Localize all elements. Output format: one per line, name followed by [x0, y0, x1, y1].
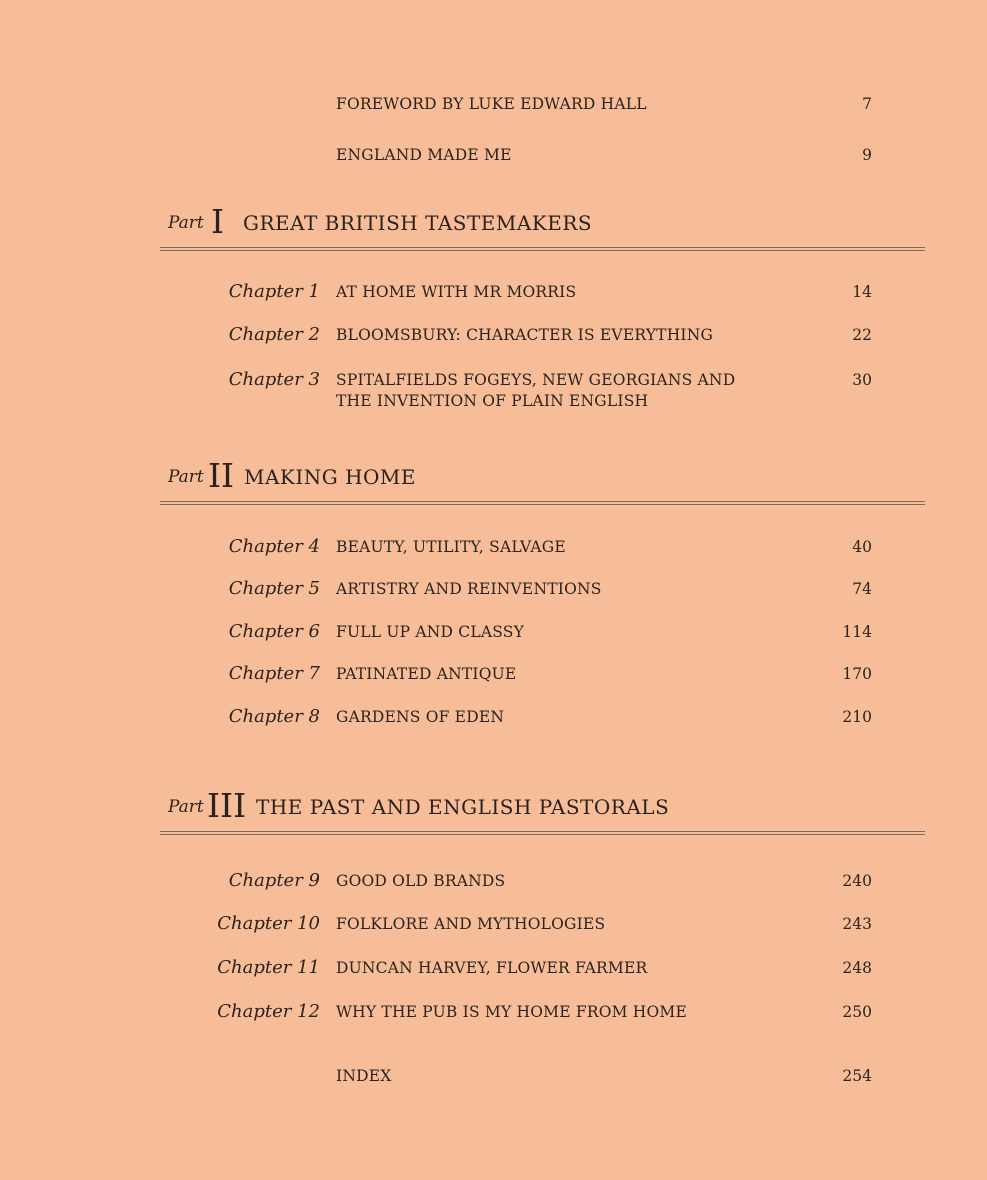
part-numeral: III [207, 786, 247, 825]
toc-entry-introduction[interactable] [0, 143, 987, 167]
chapter-number: Chapter 11 [217, 957, 320, 978]
entry-title: PATINATED ANTIQUE [336, 665, 517, 683]
part-title: GREAT BRITISH TASTEMAKERS [243, 211, 593, 235]
chapter-number: Chapter 9 [228, 870, 320, 891]
entry-title: DUNCAN HARVEY, FLOWER FARMER [336, 959, 648, 977]
entry-page-number: 243 [842, 915, 872, 933]
toc-entry-chapter-2[interactable] [0, 323, 987, 347]
entry-page-number: 14 [852, 283, 872, 301]
chapter-number: Chapter 4 [228, 536, 320, 557]
entry-title: FOLKLORE AND MYTHOLOGIES [336, 915, 606, 933]
entry-page-number: 210 [842, 708, 872, 726]
entry-title: AT HOME WITH MR MORRIS [336, 283, 577, 301]
entry-title: INDEX [336, 1067, 392, 1085]
toc-entry-chapter-9[interactable] [0, 869, 987, 893]
chapter-number: Chapter 12 [217, 1001, 320, 1022]
part-divider [160, 247, 925, 251]
entry-page-number: 240 [842, 872, 872, 890]
part-divider [160, 831, 925, 835]
entry-title: FULL UP AND CLASSY [336, 623, 525, 641]
entry-page-number: 40 [852, 538, 872, 556]
part-label: Part [168, 213, 204, 233]
chapter-number: Chapter 6 [228, 621, 320, 642]
part-title: MAKING HOME [244, 465, 417, 489]
toc-entry-chapter-6[interactable] [0, 620, 987, 644]
part-heading-2 [160, 445, 925, 505]
entry-page-number: 248 [842, 959, 872, 977]
chapter-number: Chapter 8 [228, 706, 320, 727]
entry-page-number: 250 [842, 1003, 872, 1021]
entry-title: WHY THE PUB IS MY HOME FROM HOME [336, 1003, 688, 1021]
toc-entry-chapter-5[interactable] [0, 577, 987, 601]
chapter-number: Chapter 5 [228, 578, 320, 599]
entry-page-number: 7 [862, 95, 872, 113]
toc-entry-chapter-8[interactable] [0, 705, 987, 729]
entry-title: SPITALFIELDS FOGEYS, NEW GEORGIANS AND [336, 371, 736, 389]
toc-entry-chapter-11[interactable] [0, 956, 987, 980]
toc-entry-foreword[interactable] [0, 92, 987, 116]
toc-entry-index[interactable] [0, 1064, 987, 1088]
entry-page-number: 170 [842, 665, 872, 683]
entry-page-number: 114 [842, 623, 872, 641]
part-divider [160, 501, 925, 505]
toc-entry-chapter-1[interactable] [0, 280, 987, 304]
toc-entry-chapter-3[interactable] [0, 368, 987, 414]
chapter-number: Chapter 1 [228, 281, 320, 302]
entry-page-number: 74 [852, 580, 872, 598]
part-label: Part [168, 797, 204, 817]
chapter-number: Chapter 7 [228, 663, 320, 684]
toc-entry-chapter-7[interactable] [0, 662, 987, 686]
chapter-number: Chapter 10 [217, 913, 320, 934]
entry-title: FOREWORD BY LUKE EDWARD HALL [336, 95, 647, 113]
toc-entry-chapter-12[interactable] [0, 1000, 987, 1024]
entry-page-number: 22 [852, 326, 872, 344]
toc-entry-chapter-4[interactable] [0, 535, 987, 559]
entry-page-number: 254 [842, 1067, 872, 1085]
entry-title: BEAUTY, UTILITY, SALVAGE [336, 538, 566, 556]
chapter-number: Chapter 3 [228, 369, 320, 390]
part-heading-1 [160, 191, 925, 251]
part-title: THE PAST AND ENGLISH PASTORALS [256, 795, 670, 819]
entry-page-number: 30 [852, 371, 872, 389]
part-numeral: II [208, 456, 235, 495]
chapter-number: Chapter 2 [228, 324, 320, 345]
part-numeral: I [211, 202, 225, 241]
part-heading-3 [160, 775, 925, 835]
entry-title: ARTISTRY AND REINVENTIONS [336, 580, 602, 598]
entry-title-continued: THE INVENTION OF PLAIN ENGLISH [336, 392, 649, 410]
entry-page-number: 9 [862, 146, 872, 164]
entry-title: GARDENS OF EDEN [336, 708, 505, 726]
entry-title: ENGLAND MADE ME [336, 146, 512, 164]
entry-title: GOOD OLD BRANDS [336, 872, 506, 890]
toc-entry-chapter-10[interactable] [0, 912, 987, 936]
entry-title: BLOOMSBURY: CHARACTER IS EVERYTHING [336, 326, 714, 344]
part-label: Part [168, 467, 204, 487]
